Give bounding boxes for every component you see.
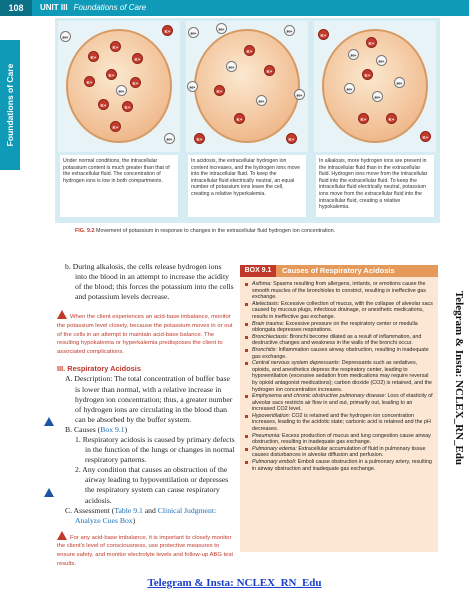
unit-title: Foundations of Care [73, 3, 147, 12]
point-c-suffix: ) [132, 515, 136, 525]
figure-9-2 [55, 18, 440, 223]
potassium-ion: K+ [362, 69, 373, 80]
section-title-respiratory-acidosis: III. Respiratory Acidosis [57, 364, 141, 374]
point-b-prefix: B. Causes ( [65, 424, 101, 434]
point-a-description: A. Description: The total concentration of buffer base is lower than normal, with a relative increase in hydrogen ion concentration; thus, a greater number of hydrogen ions are circulating in the blood than can be absorbed by the buffer system. [65, 374, 233, 424]
alert-note-2-text: For any acid-base imbalance, it is important to closely monitor the client's level of consciousness, use protective measures to ensure safety, and monitor electrolyte levels and follow-up ABG test results. [57, 534, 234, 567]
panel-caption-acidosis: In acidosis, the extracellular hydrogen ion content increases, and the hydrogen ions move into the intracellular fluid. To keep the intracellular fluid electrically neutral, an equal number of potassium ions leave the cell, creating a relative hyperkalemia. [188, 155, 306, 217]
point-c-prefix: C. Assessment ( [65, 505, 115, 515]
list-item: Pneumonia: Excess production of mucus and lung congestion cause airway obstruction, resulting in inadequate gas exchange. [244, 433, 434, 446]
alert-triangle-icon [57, 310, 67, 319]
potassium-ion: K+ [286, 133, 297, 144]
list-item: Central nervous system depressants: Depressants such as sedatives, opioids, and anesthetics depress the respiratory center, leading to hypoventilation (excessive sedation from medications may require reversal by opioid antagonist medications); carbon dioxide (CO2) is retained, and the hydrogen ion concentration increases. [244, 360, 434, 393]
potassium-ion: K+ [366, 37, 377, 48]
box-label: BOX 9.1 [240, 265, 276, 277]
header-bar [0, 0, 469, 16]
potassium-ion: K+ [194, 133, 205, 144]
hydrogen-ion: H+ [60, 31, 71, 42]
potassium-ion: K+ [110, 41, 121, 52]
potassium-ion: K+ [214, 85, 225, 96]
list-item: Bronchitis: Inflammation causes airway obstruction, resulting in inadequate gas exchange. [244, 347, 434, 360]
side-tab [0, 40, 20, 170]
potassium-ion: K+ [420, 131, 431, 142]
priority-marker-icon [44, 417, 54, 426]
point-b-suffix: ) [124, 424, 128, 434]
potassium-ion: K+ [234, 113, 245, 124]
side-tab-label: Foundations of Care [5, 63, 15, 147]
potassium-ion: K+ [110, 121, 121, 132]
alert-note-1 [57, 310, 235, 356]
panel-caption-alkalosis: In alkalosis, more hydrogen ions are present in the intracellular fluid than in the extracellular fluid. Hydrogen ions move from the intracellular fluid into the extracellular fluid. To keep the intracellular fluid electrically neutral, potassium ions move from the extracellular fluid into the intracellular fluid, creating a relative hypokalemia. [316, 155, 434, 217]
table-9-1-link[interactable]: Table 9.1 [114, 505, 143, 515]
point-c-mid: and [142, 505, 158, 515]
clinical-judgment-box-link[interactable]: Clinical Judgment: Analyze Cues Box [75, 505, 217, 525]
hydrogen-ion: H+ [216, 23, 227, 34]
list-item: Atelectasis: Excessive collection of mucus, with the collapse of alveolar sacs caused by mucous plugs, infectious drainage, or anesthetic medications, results in ineffective gas exchange. [244, 301, 434, 321]
point-c-assessment [57, 506, 235, 526]
potassium-ion: K+ [84, 76, 95, 87]
left-column [57, 262, 235, 568]
alert-note-1-text: When the client experiences an acid-base imbalance, monitor the potassium level closely, because the potassium moves in or out of the cells in an attempt to maintain acid-base balance. The resulting hypokalemia or hyperkalemia predisposes the client to associated complications. [57, 314, 233, 355]
figure-caption-text: Movement of potassium in response to changes in the extracellular fluid hydrogen ion concentration. [94, 228, 336, 234]
box-9-1 [240, 265, 438, 552]
hydrogen-ion: H+ [226, 61, 237, 72]
list-item: Hypoventilation: CO2 is retained and the hydrogen ion concentration increases, leading to the acidotic state; carbonic acid is retained and the pH decreases. [244, 413, 434, 433]
potassium-ion: K+ [98, 99, 109, 110]
point-b2: 2. Any condition that causes an obstruction of the airway leading to hypoventilation or depresses the respiratory system can cause respiratory acidosis. [75, 465, 229, 505]
hydrogen-ion: H+ [344, 83, 355, 94]
hydrogen-ion: H+ [348, 49, 359, 60]
list-item: Brain trauma: Excessive pressure on the respiratory center or medulla oblongata depresses respirations. [244, 321, 434, 334]
footer-watermark[interactable]: Telegram & Insta: NCLEX_RN_Edu [147, 577, 322, 589]
side-watermark-text: Telegram & Insta: NCLEX_RN_Edu [453, 290, 465, 466]
box-title-bar [240, 265, 438, 277]
figure-label: FIG. 9.2 [75, 228, 95, 234]
alert-triangle-icon [57, 531, 67, 540]
figure-panel-acidosis [186, 21, 308, 152]
hydrogen-ion: H+ [164, 133, 175, 144]
page-number: 108 [0, 0, 32, 16]
hydrogen-ion: H+ [116, 85, 127, 96]
list-item: Pulmonary emboli: Emboli cause obstruction in a pulmonary artery, resulting in airway obstruction and inadequate gas exchange. [244, 459, 434, 472]
figure-panel-normal [58, 21, 180, 152]
unit-heading [40, 0, 146, 16]
list-item: Asthma: Spasms resulting from allergens, irritants, or emotions cause the smooth muscles of the bronchioles to constrict, resulting in ineffective gas exchange. [244, 281, 434, 301]
hydrogen-ion: H+ [376, 55, 387, 66]
potassium-ion: K+ [122, 101, 133, 112]
hydrogen-ion: H+ [188, 27, 199, 38]
list-item: Pulmonary edema: Extracellular accumulation of fluid in pulmonary tissue causes disturbances in alveolar diffusion and perfusion. [244, 446, 434, 459]
priority-marker-icon [44, 488, 54, 497]
causes-list [244, 281, 434, 472]
figure-panel-alkalosis [314, 21, 436, 152]
point-b1: 1. Respiratory acidosis is caused by primary defects in the function of the lungs or changes in normal respiratory patterns. [75, 435, 235, 465]
potassium-ion: K+ [130, 77, 141, 88]
hydrogen-ion: H+ [256, 95, 267, 106]
potassium-ion: K+ [264, 65, 275, 76]
list-item: Emphysema and chronic obstructive pulmonary disease: Loss of elasticity of alveolar sacs restricts air flow in and out, primarily out, leading to an increased CO2 level. [244, 393, 434, 413]
hydrogen-ion: H+ [372, 91, 383, 102]
potassium-ion: K+ [386, 113, 397, 124]
potassium-ion: K+ [244, 45, 255, 56]
potassium-ion: K+ [88, 51, 99, 62]
figure-caption [75, 228, 455, 234]
side-watermark [452, 258, 466, 498]
hydrogen-ion: H+ [294, 89, 305, 100]
potassium-ion: K+ [162, 25, 173, 36]
panel-caption-normal: Under normal conditions, the intracellular potassium content is much greater than that of the extracellular fluid. The concentration of hydrogen ions is low in both compartments. [60, 155, 178, 217]
potassium-ion: K+ [318, 29, 329, 40]
hydrogen-ion: H+ [394, 77, 405, 88]
potassium-ion: K+ [106, 69, 117, 80]
point-b-causes [57, 425, 235, 435]
list-item: Bronchiectasis: Bronchi become dilated as a result of inflammation, and destructive changes and weakness in the walls of the bronchi occur. [244, 334, 434, 347]
alert-note-2 [57, 531, 235, 568]
potassium-ion: K+ [132, 53, 143, 64]
unit-label: UNIT III [40, 3, 68, 12]
box-heading: Causes of Respiratory Acidosis [276, 265, 438, 277]
hydrogen-ion: H+ [187, 81, 198, 92]
point-b-text: b. During alkalosis, the cells release hydrogen ions into the blood in an attempt to increase the acidity of the blood; this forces the potassium into the cells and potassium levels decrease. [65, 262, 234, 302]
hydrogen-ion: H+ [284, 25, 295, 36]
potassium-ion: K+ [358, 113, 369, 124]
box-9-1-link[interactable]: Box 9.1 [100, 424, 125, 434]
